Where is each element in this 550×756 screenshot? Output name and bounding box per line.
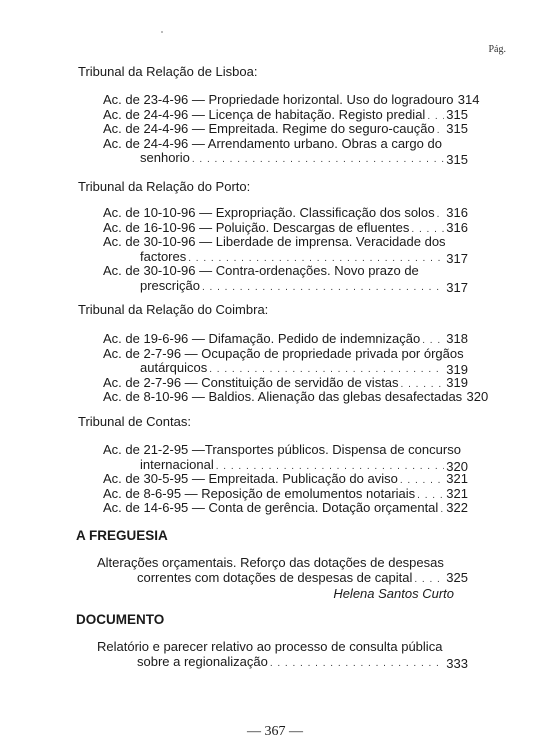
entry-title: Ac. de 24-4-96 — Arrendamento urbano. Obras a cargo do — [103, 135, 442, 151]
article-author: Helena Santos Curto — [333, 586, 454, 601]
entry-title: Ac. de 30-10-96 — Contra-ordenações. Novo prazo de — [103, 263, 419, 278]
entry-page: 333 — [446, 655, 468, 671]
toc-entry — [97, 556, 468, 587]
entry-title: Ac. de 14-6-95 — Conta de gerência. Dotação orçamental — [103, 500, 439, 515]
entry-page: 315 — [446, 121, 468, 136]
entry-page: 314 — [457, 92, 480, 107]
entry-title: Ac. de 19-6-96 — Difamação. Pedido de indemnização — [103, 331, 421, 346]
entry-title: Ac. de 30-10-96 — Liberdade de imprensa. Veracidade dos — [103, 234, 446, 249]
entry-page: 316 — [446, 219, 468, 235]
entry-page: 321 — [446, 471, 468, 486]
section-heading-coimbra: Tribunal da Relação do Coimbra: — [78, 302, 269, 317]
toc-entry — [103, 137, 468, 168]
entry-title: Ac. de 21-2-95 —Transportes públicos. Dispensa de concurso — [103, 442, 461, 457]
entry-page: 317 — [446, 279, 468, 295]
entry-title-cont: senhorio — [140, 150, 190, 165]
entry-page: 315 — [446, 106, 468, 122]
page-column-label: Pág. — [488, 44, 506, 55]
entry-title-cont: correntes com dotações de despesas de capital — [137, 569, 413, 585]
entry-page: 320 — [446, 458, 468, 474]
toc-entry — [103, 264, 468, 295]
entry-title-cont: prescrição — [140, 277, 200, 293]
toc-entry — [103, 347, 468, 378]
entry-page: 325 — [446, 569, 468, 585]
entry-title: Ac. de 23-4-96 — Propriedade horizontal. Uso do logradouro — [103, 92, 454, 107]
entry-title-cont: factores — [140, 248, 187, 264]
scan-speck — [161, 31, 163, 33]
toc-entry — [97, 640, 468, 671]
entry-title-cont: autárquicos — [140, 360, 208, 375]
section-heading-contas: Tribunal de Contas: — [78, 414, 191, 429]
entry-page: 320 — [466, 389, 489, 404]
entry-page: 321 — [446, 485, 468, 501]
entry-page: 317 — [446, 250, 468, 266]
entry-page: 318 — [446, 331, 468, 346]
entry-title: Ac. de 8-10-96 — Baldios. Alienação das glebas desafectadas — [103, 389, 463, 404]
toc-entry — [103, 389, 489, 407]
entry-title-cont: sobre a regionalização — [137, 653, 268, 669]
section-heading-porto: Tribunal da Relação do Porto: — [78, 179, 251, 194]
entry-page: 315 — [446, 152, 468, 167]
entry-page: 319 — [446, 374, 468, 390]
entry-page: 322 — [446, 500, 468, 515]
entry-title: Ac. de 8-6-95 — Reposição de emolumentos notariais — [103, 485, 416, 501]
entry-title-cont: internacional — [140, 456, 214, 472]
page-number-footer: — 367 — — [247, 724, 303, 739]
toc-entry — [103, 235, 468, 266]
entry-title: Ac. de 10-10-96 — Expropriação. Classificação dos solos — [103, 205, 435, 220]
toc-entry — [103, 443, 468, 474]
entry-page: 319 — [446, 362, 468, 377]
entry-title: Ac. de 24-4-96 — Licença de habitação. Registo predial — [103, 106, 426, 122]
entry-title: Ac. de 24-4-96 — Empreitada. Regime do seguro-caução — [103, 121, 435, 136]
section-heading-lisboa: Tribunal da Relação de Lisboa: — [78, 64, 258, 79]
entry-title: Relatório e parecer relativo ao processo de consulta pública — [97, 639, 443, 654]
toc-entry — [103, 501, 468, 518]
section-heading-documento: DOCUMENTO — [76, 612, 165, 627]
entry-page: 316 — [446, 205, 468, 220]
entry-title: Ac. de 2-7-96 — Ocupação de propriedade privada por órgãos — [103, 345, 464, 361]
entry-title: Ac. de 30-5-95 — Empreitada. Publicação do aviso — [103, 471, 398, 486]
entry-title: Ac. de 2-7-96 — Constituição de servidão de vistas — [103, 374, 399, 390]
entry-title: Ac. de 16-10-96 — Poluição. Descargas de efluentes — [103, 219, 410, 235]
section-heading-freguesia: A FREGUESIA — [76, 528, 168, 543]
entry-title: Alterações orçamentais. Reforço das dotações de despesas — [97, 555, 444, 570]
